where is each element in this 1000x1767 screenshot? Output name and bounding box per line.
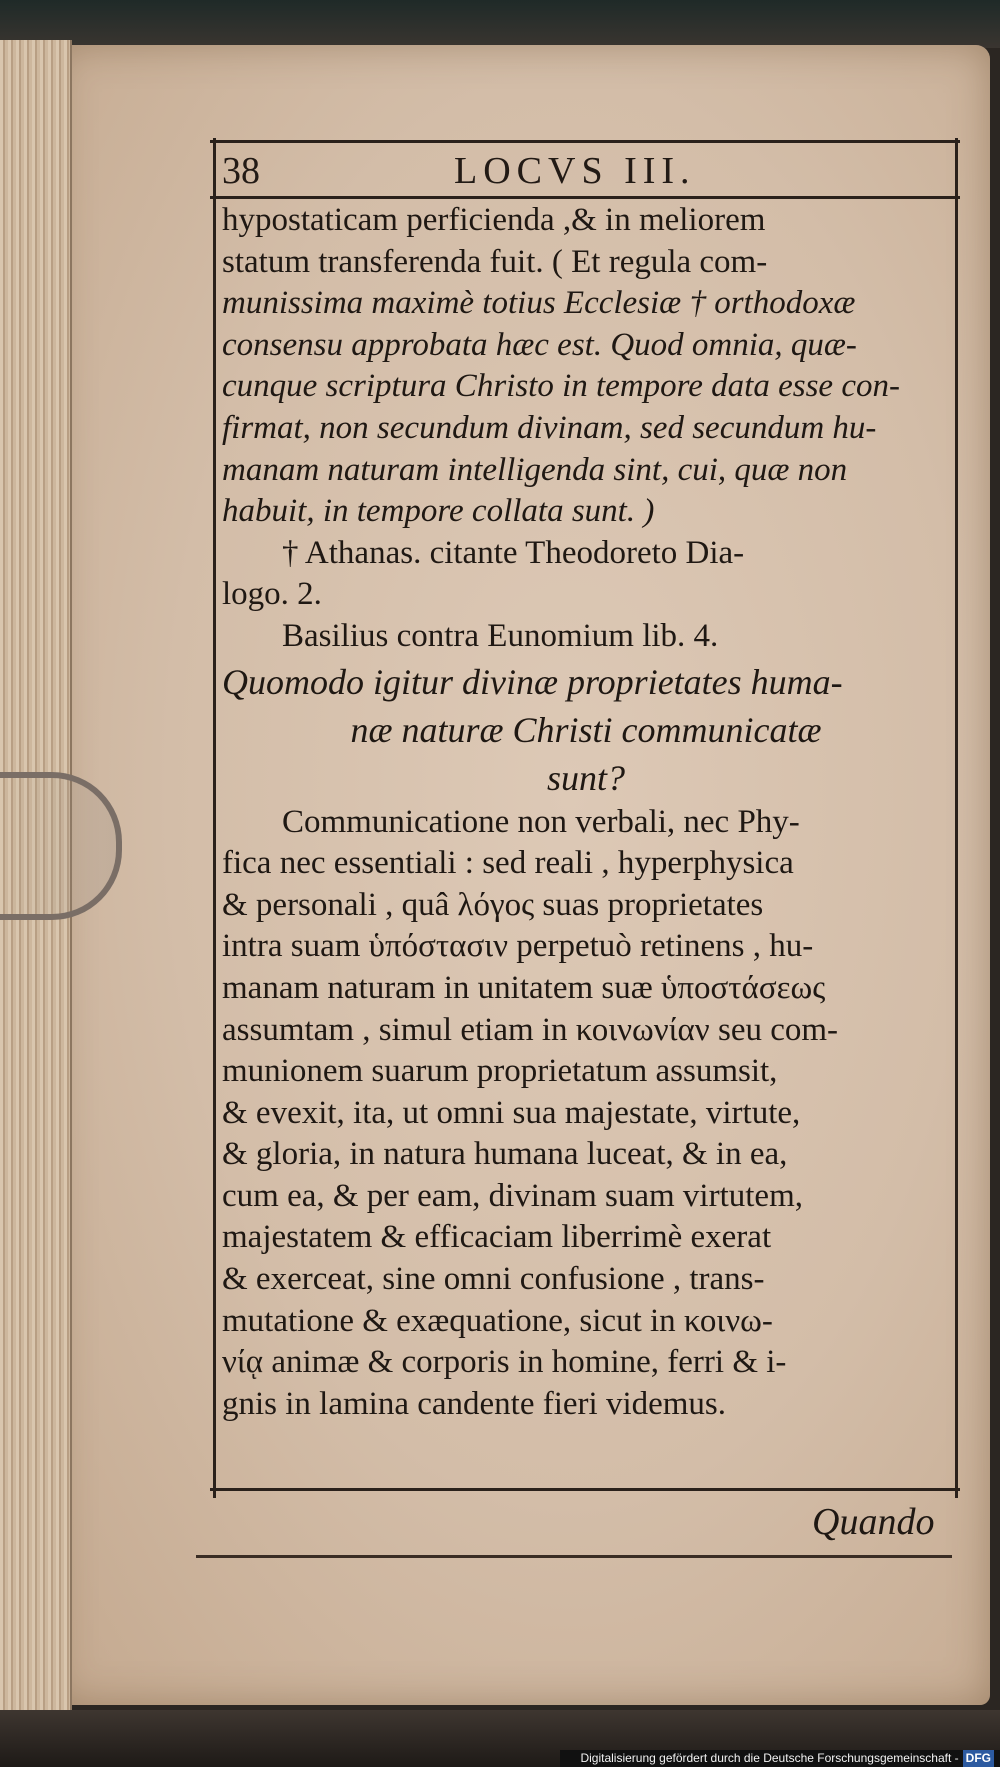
answer-line: & exerceat, sine omni confusione , trans-	[222, 1261, 765, 1298]
question-heading	[222, 658, 950, 802]
question-line: sunt?	[546, 757, 625, 798]
answer-line: & evexit, ita, ut omni sua majestate, virtute,	[222, 1094, 801, 1131]
text-line: logo. 2.	[222, 576, 322, 613]
question-line: næ naturæ Christi communicatæ	[350, 709, 822, 750]
answer-line: & personali , quâ λόγος suas proprietates	[222, 886, 764, 923]
answer-line: gnis in lamina candente fieri videmus.	[222, 1385, 727, 1422]
credit-text: Digitalisierung gefördert durch die Deutsche Forschungsgemeinschaft -	[580, 1751, 959, 1765]
text-line: hypostaticam perficienda ,& in meliorem	[222, 202, 766, 238]
running-head: LOCVS III.	[454, 150, 696, 192]
answer-line: Communicatione non verbali, nec Phy-	[282, 803, 800, 840]
answer-line: & gloria, in natura humana luceat, & in ea,	[222, 1136, 788, 1173]
text-line: statum transferenda fuit. ( Et regula com-	[222, 243, 768, 280]
text-bottom-rule	[210, 1488, 960, 1491]
text-line: firmat, non secundum divinam, sed secundum hu-	[222, 409, 877, 446]
body-lines	[222, 200, 950, 658]
answer-line: mutatione & exæquatione, sicut in κοινω-	[222, 1302, 773, 1339]
catchword: Quando	[812, 1501, 935, 1543]
answer-line: majestatem & efficaciam liberrimè exerat	[222, 1219, 772, 1256]
text-line: † Athanas. citante Theodoreto Dia-	[282, 534, 745, 571]
answer-line: fica nec essentiali : sed reali , hyperphysica	[222, 845, 794, 882]
text-line: Basilius contra Eunomium lib. 4.	[282, 617, 719, 654]
scan-background-top	[0, 0, 1000, 48]
answer-line: manam naturam in unitatem suæ ὑποστάσεως	[222, 969, 826, 1006]
header-rule-top	[210, 140, 960, 143]
page-bottom-rule	[196, 1555, 952, 1558]
dfg-logo: DFG	[963, 1750, 994, 1767]
text-line: consensu approbata hæc est. Quod omnia, quæ-	[222, 326, 857, 363]
question-line: Quomodo igitur divinæ proprietates huma-	[222, 661, 843, 702]
header-rule-bottom	[210, 196, 960, 199]
text-line: habuit, in tempore collata sunt. )	[222, 493, 655, 530]
answer-paragraph	[222, 802, 950, 1426]
text-line: manam naturam intelligenda sint, cui, quæ non	[222, 451, 848, 488]
digitization-credit	[560, 1750, 1000, 1767]
answer-line: cum ea, & per eam, divinam suam virtutem,	[222, 1177, 803, 1214]
page-header	[222, 145, 942, 195]
text-block	[222, 200, 950, 1425]
text-line: cunque scriptura Christo in tempore data esse con-	[222, 368, 900, 405]
answer-line: νίᾳ animæ & corporis in homine, ferri & i-	[222, 1344, 787, 1381]
answer-line: munionem suarum proprietatum assumsit,	[222, 1053, 778, 1090]
text-line: munissima maximè totius Ecclesiæ † orthodoxæ	[222, 285, 856, 322]
page-number: 38	[222, 150, 260, 192]
answer-line: intra suam ὑπόστασιν perpetuò retinens , hu-	[222, 928, 814, 965]
answer-line: assumtam , simul etiam in κοινωνίαν seu com-	[222, 1011, 839, 1048]
